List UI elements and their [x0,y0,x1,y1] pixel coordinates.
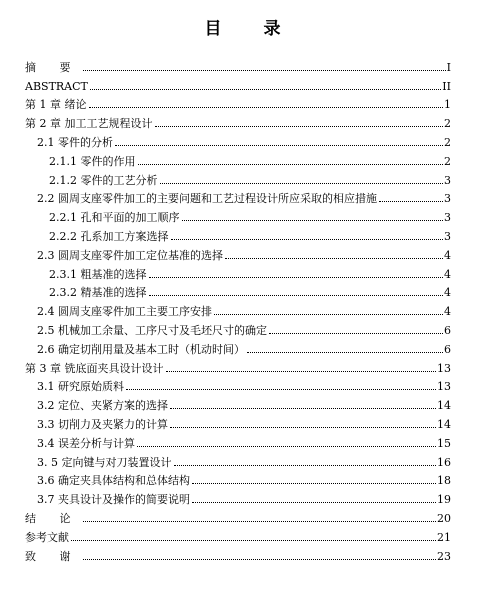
toc-page-number: 3 [444,211,451,225]
toc-label: 2.2 圆周支座零件加工的主要问题和工艺过程设计所应采取的相应措施 [37,192,377,206]
toc-leader-dots [170,427,436,428]
toc-leader-dots [155,126,444,127]
toc-label: 3.7 夹具设计及操作的简要说明 [37,493,190,507]
toc-entry-2-3-2[interactable] [25,281,451,300]
toc-label: 2.2.2 孔系加工方案选择 [49,229,169,243]
toc-label: 第 3 章 铣底面夹具设计设计 [25,361,164,375]
toc-page-number: 4 [444,305,451,319]
page-title: 目 录 [204,19,299,39]
toc-leader-dots [149,295,444,296]
toc-entry-references[interactable] [25,525,451,544]
toc-page-number: 2 [444,154,451,168]
toc-label: 摘 要 [25,60,81,74]
toc-label: 2.5 机械加工余量、工序尺寸及毛坯尺寸的确定 [37,323,267,337]
toc-leader-dots [214,314,443,315]
toc-page-number: 2 [444,117,451,131]
toc-leader-dots [247,352,443,353]
toc-page-number: 13 [437,361,451,375]
toc-entry-2-6[interactable] [25,337,451,356]
toc-entry-chapter-2[interactable] [25,111,451,130]
toc-leader-dots [115,145,443,146]
toc-label: 3.3 切削力及夹紧力的计算 [37,417,168,431]
toc-label: 2.1.1 零件的作用 [49,154,136,168]
toc-page-number: 4 [444,286,451,300]
toc-leader-dots [90,89,441,90]
toc-leader-dots [379,201,443,202]
toc-entry-3-1[interactable] [25,375,451,394]
toc-page-number: 14 [437,417,451,431]
toc-page-number: 3 [444,192,451,206]
toc-entry-3-6[interactable] [25,469,451,488]
toc-label: 2.6 确定切削用量及基本工时（机动时间） [37,342,245,356]
toc-label: 2.1 零件的分析 [37,135,113,149]
toc-leader-dots [192,502,436,503]
toc-entry-3-5[interactable] [25,450,451,469]
toc-leader-dots [83,559,437,560]
toc-page-number: 2 [444,135,451,149]
toc-entry-abstract-en[interactable] [25,74,451,93]
toc-leader-dots [174,465,437,466]
toc-leader-dots [83,70,446,71]
toc-label: 参考文献 [25,530,69,544]
toc-entry-3-3[interactable] [25,412,451,431]
toc-leader-dots [138,164,444,165]
toc-label: 2.2.1 孔和平面的加工顺序 [49,211,180,225]
toc-page-number: 16 [437,455,451,469]
toc-label: 2.3.1 粗基准的选择 [49,267,147,281]
toc-page-number: 6 [444,342,451,356]
toc-page-number: 15 [437,436,451,450]
toc-label: 2.4 圆周支座零件加工主要工序安排 [37,305,212,319]
toc-page-number: 19 [437,493,451,507]
table-of-contents [25,55,451,563]
toc-entry-chapter-3[interactable] [25,356,451,375]
toc-page-number: 13 [437,380,451,394]
toc-entry-3-7[interactable] [25,487,451,506]
toc-page-number: 23 [437,549,451,563]
toc-leader-dots [170,408,436,409]
toc-leader-dots [126,389,436,390]
toc-entry-chapter-1[interactable] [25,93,451,112]
toc-label: 致 谢 [25,549,81,563]
toc-leader-dots [192,483,436,484]
toc-leader-dots [137,446,436,447]
toc-page-number: 3 [444,229,451,243]
toc-label: 2.3 圆周支座零件加工定位基准的选择 [37,248,223,262]
toc-page-number: 18 [437,474,451,488]
toc-entry-acknowledgements[interactable] [25,544,451,563]
toc-page-number: 14 [437,399,451,413]
toc-entry-2-3-1[interactable] [25,262,451,281]
toc-page-number: 6 [444,323,451,337]
toc-page-number: 20 [437,511,451,525]
toc-entry-2-5[interactable] [25,318,451,337]
toc-entry-2-2[interactable] [25,187,451,206]
toc-label: 第 1 章 绪论 [25,98,87,112]
toc-entry-2-3[interactable] [25,243,451,262]
toc-label: 3.1 研究原始质料 [37,380,124,394]
toc-entry-2-4[interactable] [25,299,451,318]
toc-leader-dots [160,183,444,184]
toc-leader-dots [166,371,437,372]
toc-page-number: I [446,60,451,74]
toc-leader-dots [89,107,444,108]
toc-page-number: 3 [444,173,451,187]
toc-leader-dots [182,220,444,221]
toc-page-number: 4 [444,267,451,281]
toc-entry-2-2-1[interactable] [25,205,451,224]
toc-label: 3. 5 定向键与对刀装置设计 [37,455,172,469]
toc-entry-2-1-1[interactable] [25,149,451,168]
toc-entry-2-1[interactable] [25,130,451,149]
toc-label: 第 2 章 加工工艺规程设计 [25,117,153,131]
toc-label: 3.2 定位、夹紧方案的选择 [37,399,168,413]
toc-label: 2.3.2 精基准的选择 [49,286,147,300]
toc-page-number: 4 [444,248,451,262]
toc-entry-3-2[interactable] [25,393,451,412]
toc-entry-abstract-cn[interactable] [25,55,451,74]
toc-leader-dots [171,239,444,240]
toc-leader-dots [83,521,437,522]
toc-label: 3.4 误差分析与计算 [37,436,135,450]
toc-label: ABSTRACT [25,79,88,93]
toc-page-number: 21 [437,530,451,544]
toc-page-number: II [442,79,451,93]
toc-leader-dots [225,258,443,259]
toc-leader-dots [149,277,444,278]
toc-label: 2.1.2 零件的工艺分析 [49,173,158,187]
toc-entry-2-2-2[interactable] [25,224,451,243]
toc-page-number: 1 [444,98,451,112]
toc-entry-conclusion[interactable] [25,506,451,525]
toc-label: 结 论 [25,511,81,525]
toc-leader-dots [71,540,436,541]
toc-label: 3.6 确定夹具体结构和总体结构 [37,474,190,488]
toc-entry-2-1-2[interactable] [25,168,451,187]
toc-leader-dots [269,333,443,334]
toc-entry-3-4[interactable] [25,431,451,450]
